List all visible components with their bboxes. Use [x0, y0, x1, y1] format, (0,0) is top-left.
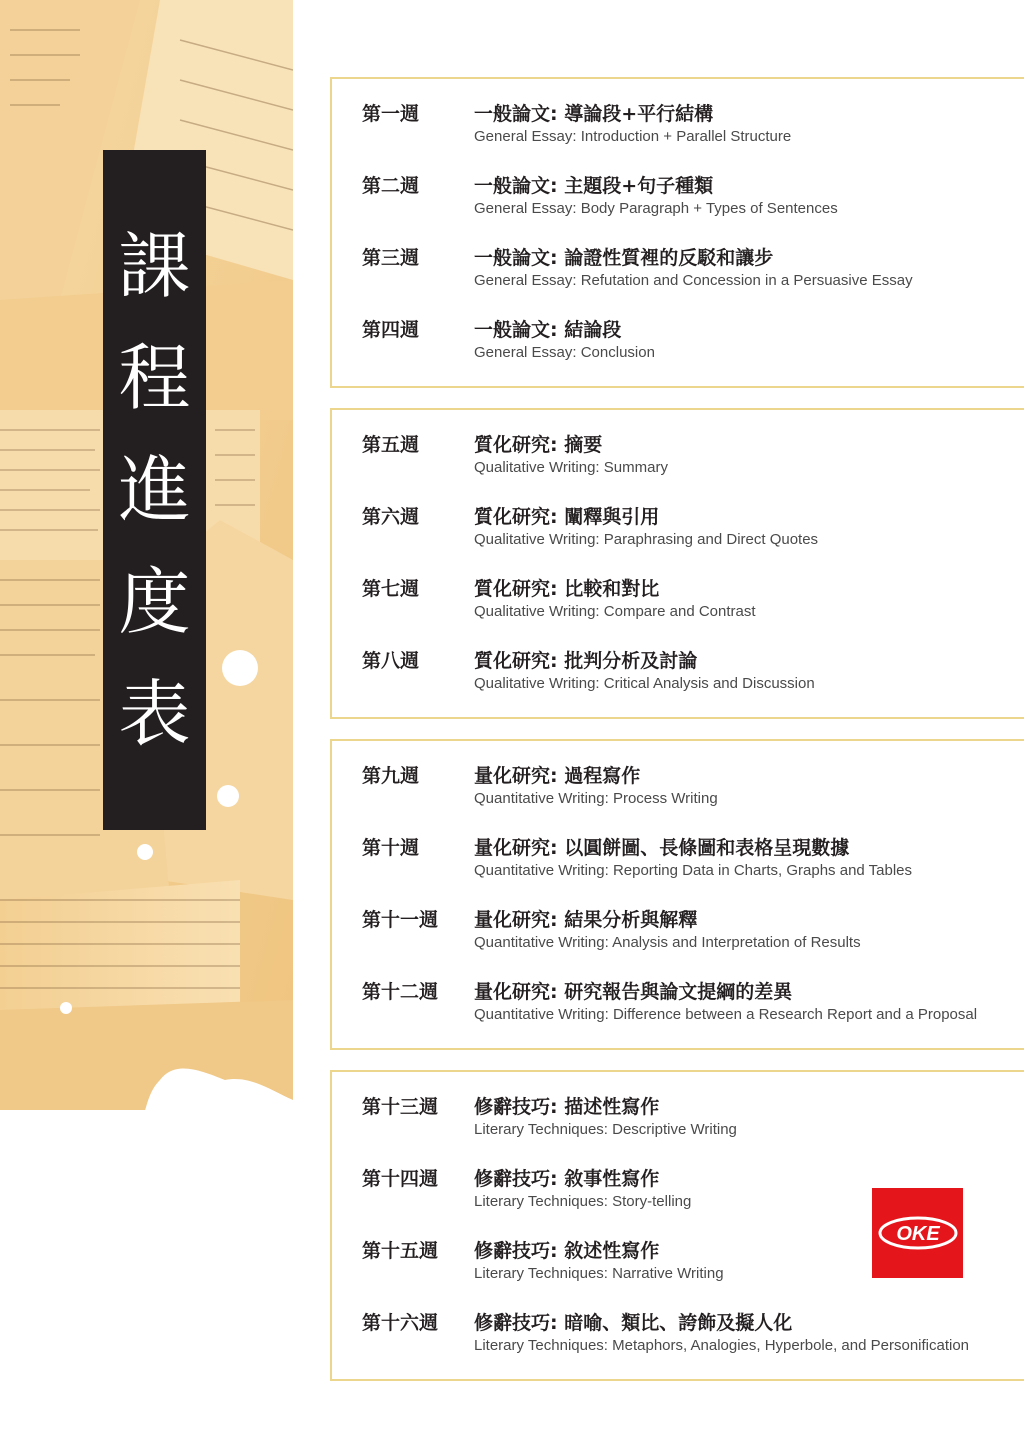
- section-qualitative-writing: [330, 408, 1024, 719]
- week-label: 第十五週: [362, 1240, 439, 1262]
- topic-chinese: 修辭技巧: 敘事性寫作: [474, 1168, 660, 1190]
- topic-english: Qualitative Writing: Paraphrasing and Direct Quotes: [474, 531, 819, 548]
- week-label: 第八週: [362, 650, 420, 672]
- topic-english: Literary Techniques: Descriptive Writing: [474, 1121, 737, 1138]
- topic-english: Literary Techniques: Story-telling: [474, 1193, 692, 1210]
- oke-logo-text: OKE: [895, 1223, 940, 1245]
- topic-english: General Essay: Refutation and Concession in a Persuasive Essay: [474, 272, 913, 289]
- topic-english: General Essay: Introduction + Parallel Structure: [474, 128, 792, 145]
- topic-english: Qualitative Writing: Summary: [474, 459, 668, 476]
- week-label: 第二週: [362, 175, 420, 197]
- topic-chinese: 一般論文: 導論段+平行結構: [474, 103, 714, 125]
- topic-chinese: 一般論文: 主題段+句子種類: [474, 175, 714, 197]
- topic-english: Literary Techniques: Narrative Writing: [474, 1265, 724, 1282]
- topic-english: General Essay: Body Paragraph + Types of Sentences: [474, 200, 838, 217]
- title-char: 進: [118, 448, 191, 532]
- topic-chinese: 一般論文: 論證性質裡的反駁和讓步: [474, 247, 774, 269]
- week-label: 第一週: [362, 103, 420, 125]
- topic-chinese: 量化研究: 研究報告與論文提綱的差異: [474, 981, 793, 1003]
- topic-chinese: 質化研究: 批判分析及討論: [474, 650, 698, 672]
- title-banner: [103, 150, 206, 830]
- topic-chinese: 質化研究: 摘要: [474, 434, 603, 456]
- topic-chinese: 修辭技巧: 描述性寫作: [474, 1096, 660, 1118]
- title-char: 表: [118, 672, 191, 756]
- week-label: 第四週: [362, 319, 420, 341]
- topic-english: Quantitative Writing: Reporting Data in Charts, Graphs and Tables: [474, 862, 913, 879]
- topic-english: Quantitative Writing: Analysis and Interpretation of Results: [474, 934, 861, 951]
- week-label: 第九週: [362, 765, 420, 787]
- topic-chinese: 修辭技巧: 暗喻、類比、誇飾及擬人化: [474, 1312, 793, 1334]
- paper-collage-background: [0, 0, 293, 1447]
- topic-chinese: 修辭技巧: 敘述性寫作: [474, 1240, 660, 1262]
- week-label: 第五週: [362, 434, 420, 456]
- title-char: 度: [118, 560, 191, 644]
- week-label: 第十週: [362, 837, 420, 859]
- topic-english: Quantitative Writing: Process Writing: [474, 790, 718, 807]
- topic-english: Literary Techniques: Metaphors, Analogies, Hyperbole, and Personification: [474, 1337, 970, 1354]
- section-general-essay: [330, 77, 1024, 388]
- week-label: 第十三週: [362, 1096, 439, 1118]
- week-label: 第七週: [362, 578, 420, 600]
- week-label: 第十二週: [362, 981, 439, 1003]
- topic-english: Quantitative Writing: Difference between a Research Report and a Proposal: [474, 1006, 978, 1023]
- topic-chinese: 質化研究: 闡釋與引用: [474, 506, 660, 528]
- section-quantitative-writing: [330, 739, 1024, 1050]
- topic-chinese: 量化研究: 以圓餅圖、長條圖和表格呈現數據: [474, 837, 850, 859]
- oke-logo: [872, 1188, 963, 1278]
- topic-chinese: 量化研究: 結果分析與解釋: [474, 909, 698, 931]
- topic-english: Qualitative Writing: Compare and Contrast: [474, 603, 756, 620]
- oke-logo-mark: [878, 1213, 958, 1253]
- topic-chinese: 一般論文: 結論段: [474, 319, 622, 341]
- topic-english: General Essay: Conclusion: [474, 344, 655, 361]
- week-label: 第十一週: [362, 909, 439, 931]
- title-char: 課: [118, 224, 191, 308]
- week-label: 第三週: [362, 247, 420, 269]
- week-label: 第六週: [362, 506, 420, 528]
- week-label: 第十六週: [362, 1312, 439, 1334]
- topic-chinese: 量化研究: 過程寫作: [474, 765, 641, 787]
- topic-chinese: 質化研究: 比較和對比: [474, 578, 660, 600]
- title-char: 程: [118, 336, 191, 420]
- topic-english: Qualitative Writing: Critical Analysis and Discussion: [474, 675, 815, 692]
- week-label: 第十四週: [362, 1168, 439, 1190]
